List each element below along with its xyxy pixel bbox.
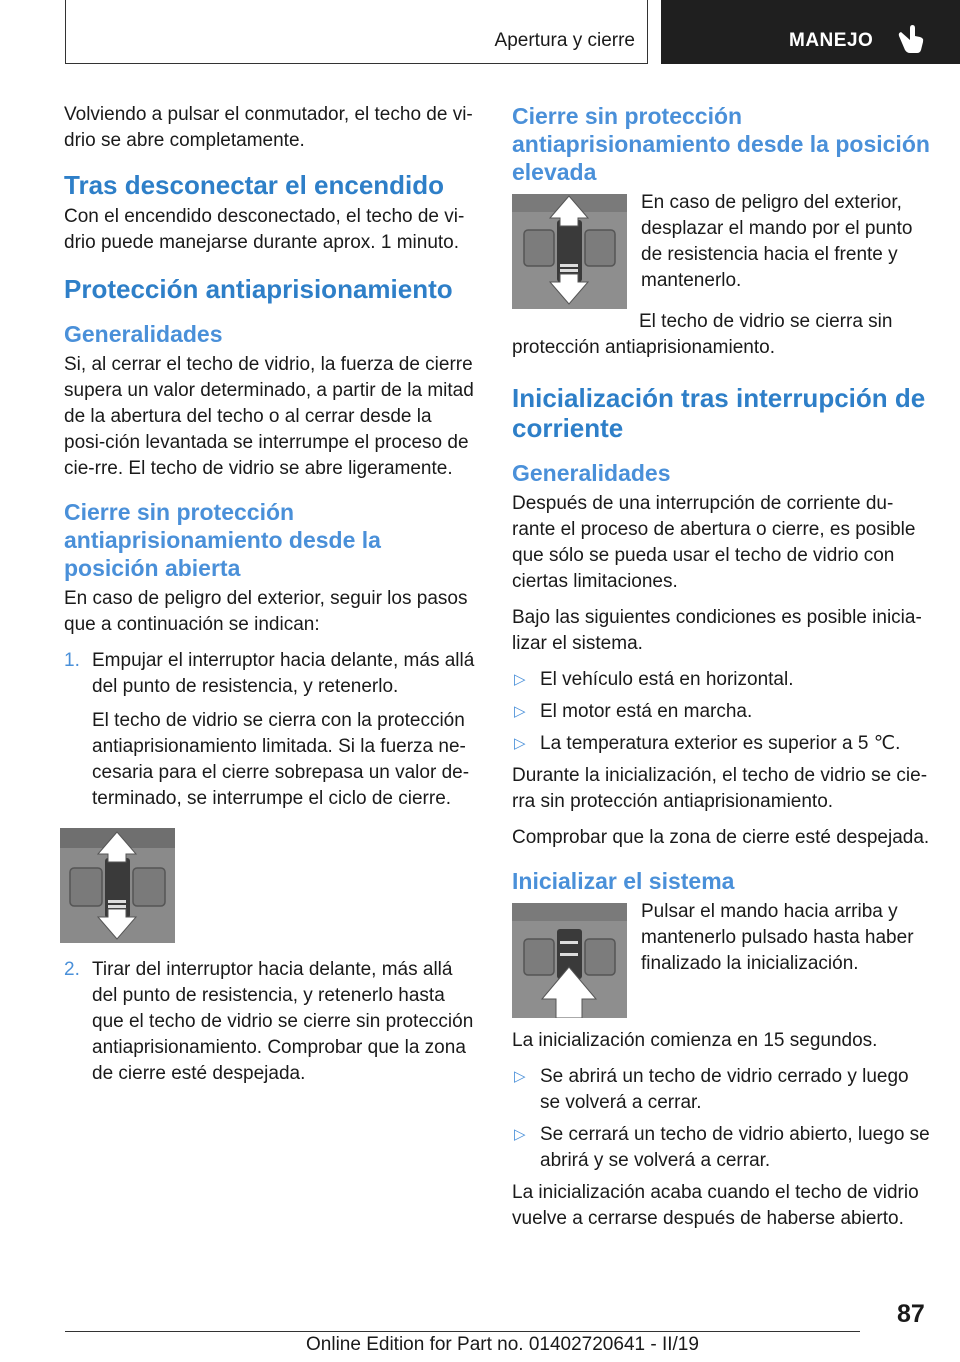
header-chapter-title: MANEJO (789, 30, 874, 51)
paragraph-elevada-1: En caso de peligro del exterior, desplazar el mando por el punto de resistencia hacia el frente y mantenerlo. (641, 192, 913, 291)
heading-generalidades-2: Generalidades (512, 460, 671, 486)
bullet-triangle-icon: ▷ (514, 703, 526, 720)
paragraph-generalidades: Si, al cerrar el techo de vidrio, la fuerza de cierre supera un valor determinado, a partir de la mitad de la abertura del techo o al cerrar desde la posi-ción levantada se interrumpe el proceso de cie-rre. El techo de vidrio se abre ligeramente. (64, 354, 474, 479)
bullet-triangle-icon: ▷ (514, 1126, 526, 1143)
bullet-triangle-icon: ▷ (514, 671, 526, 688)
bullet-triangle-icon: ▷ (514, 1068, 526, 1085)
figure-with-text-elevada (512, 190, 930, 309)
paragraph-elevada-2: El techo de vidrio se cierra sin protección antiaprisionamiento. (512, 311, 893, 358)
heading-proteccion: Protección antiaprisionamiento (64, 274, 453, 304)
step-number: 2. (64, 959, 80, 980)
sistema-text (637, 899, 930, 1018)
footer-divider (65, 1331, 860, 1332)
switch-figure-sistema (512, 903, 627, 1018)
step-text: Empujar el interruptor hacia delante, más allá del punto de resistencia, y retenerlo. (92, 650, 475, 697)
step-item (64, 648, 478, 812)
header-section-title: Apertura y cierre (494, 30, 635, 51)
init-list (512, 1064, 930, 1174)
heading-tras-desconectar: Tras desconectar el encendido (64, 170, 445, 200)
step-result-text: El techo de vidrio se cierra con la protección antiaprisionamiento limitada. Si la fuerza ne-cesaria para el cierre sobrepasa un valor de-terminado, se interrumpe el ciclo de cierre. (92, 710, 470, 809)
footer-edition: Online Edition for Part no. 01402720641 - II/19 (306, 1334, 699, 1355)
step-item (64, 957, 478, 1087)
list-item: ▷ El motor está en marcha. (512, 699, 930, 725)
list-item: ▷ Se abrirá un techo de vidrio cerrado y luego se volverá a cerrar. (514, 1066, 909, 1113)
steps-list (64, 648, 478, 812)
heading-cierre-elevada: Cierre sin protección antiaprisionamiento desde la posición elevada (512, 103, 930, 185)
heading-inicializacion: Inicialización tras interrupción de corriente (512, 383, 926, 443)
page-number: 87 (897, 1300, 925, 1328)
list-item: ▷ El vehículo está en horizontal. (512, 667, 930, 693)
elevada-text (637, 190, 930, 309)
switch-figure-push (60, 828, 175, 943)
step-number: 1. (64, 650, 80, 671)
heading-inicializar-sistema: Inicializar el sistema (512, 868, 735, 894)
intro-paragraph: Volviendo a pulsar el conmutador, el techo de vi-drio se abre completamente. (64, 104, 473, 151)
header-section-tab (65, 0, 648, 64)
hand-pointer-icon (898, 22, 926, 54)
paragraph-generalidades-2: Después de una interrupción de corriente du-rante el proceso de abertura o cierre, es posible que sólo se pueda usar el techo de vidrio con ciertas limitaciones. (512, 493, 916, 592)
roof-switch-illustration (60, 828, 175, 943)
paragraph-condiciones: Bajo las siguientes condiciones es posible inicia-lizar el sistema. (512, 607, 922, 654)
bullet-triangle-icon: ▷ (514, 735, 526, 752)
paragraph-sistema: Pulsar el mando hacia arriba y mantenerlo pulsado hasta haber finalizado la inicialización. (641, 901, 914, 974)
list-item: ▷ Se cerrará un techo de vidrio abierto, luego se abrirá y se volverá a cerrar. (514, 1124, 930, 1171)
list-item: ▷ La temperatura exterior es superior a 5 ℃. (512, 731, 930, 757)
left-column (64, 102, 478, 1095)
steps-list-2 (64, 957, 478, 1087)
header-chapter-tab (661, 0, 960, 64)
paragraph-comprobar: Comprobar que la zona de cierre esté despejada. (512, 827, 930, 848)
step-text: Tirar del interruptor hacia delante, más allá del punto de resistencia, y retenerlo hasta que el techo de vidrio se cierre sin protección antiaprisionamiento. Comprobar que la zona de cierre esté despejada. (92, 959, 474, 1084)
roof-switch-illustration (512, 903, 627, 1018)
heading-cierre-abierta: Cierre sin protección antiaprisionamiento desde la posición abierta (64, 499, 381, 581)
conditions-list (512, 667, 930, 757)
paragraph-comienza: La inicialización comienza en 15 segundos. (512, 1030, 878, 1051)
figure-with-text-sistema (512, 899, 930, 1018)
switch-figure-elevada (512, 194, 627, 309)
roof-switch-illustration (512, 194, 627, 309)
paragraph-acaba: La inicialización acaba cuando el techo de vidrio vuelve a cerrarse después de haberse abierto. (512, 1182, 919, 1229)
heading-generalidades: Generalidades (64, 321, 223, 347)
paragraph-durante: Durante la inicialización, el techo de vidrio se cie-rra sin protección antiaprisionamiento. (512, 765, 928, 812)
paragraph-cierre-abierta: En caso de peligro del exterior, seguir los pasos que a continuación se indican: (64, 588, 468, 635)
right-column (512, 102, 930, 1242)
paragraph-tras-desconectar: Con el encendido desconectado, el techo de vi-drio puede manejarse durante aprox. 1 minuto. (64, 206, 465, 253)
